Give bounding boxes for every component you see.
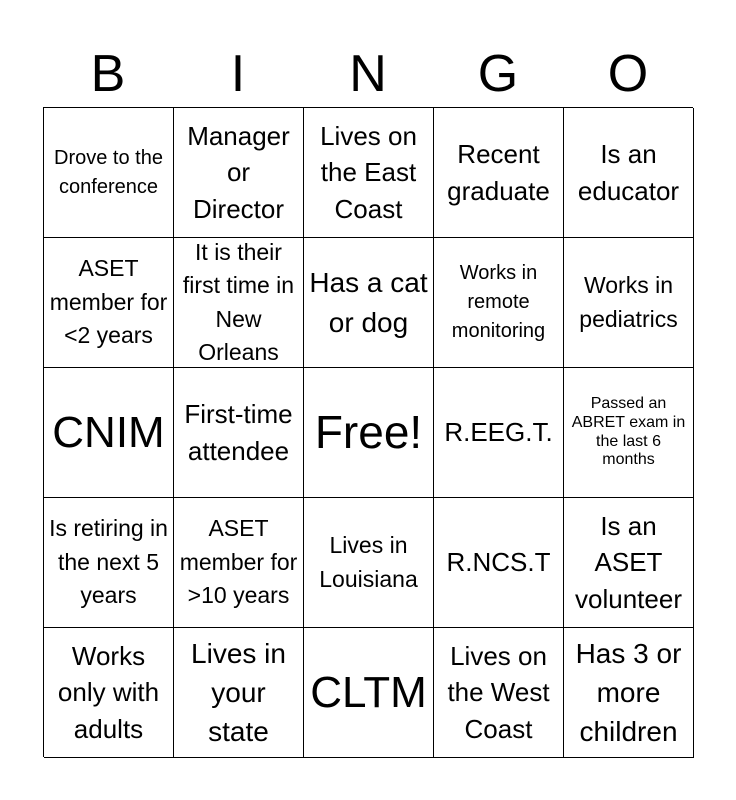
- bingo-cell-r1-c4[interactable]: Recent graduate: [434, 108, 564, 238]
- bingo-cell-r5-c4[interactable]: Lives on the West Coast: [434, 628, 564, 758]
- bingo-header: [43, 40, 693, 108]
- bingo-cell-r3-c4[interactable]: R.EEG.T.: [434, 368, 564, 498]
- bingo-cell-r4-c4[interactable]: R.NCS.T: [434, 498, 564, 628]
- header-letter-n: N: [349, 45, 387, 103]
- header-letter-g: G: [477, 45, 519, 103]
- header-letter-b: B: [90, 45, 126, 103]
- bingo-board: [43, 107, 693, 757]
- bingo-cell-r4-c2[interactable]: ASET member for >10 years: [174, 498, 304, 628]
- bingo-cell-r2-c2[interactable]: It is their first time in New Orleans: [174, 238, 304, 368]
- bingo-cell-r3-c5[interactable]: Passed an ABRET exam in the last 6 months: [564, 368, 694, 498]
- header-letter-i: I: [230, 45, 246, 103]
- bingo-cell-r2-c4[interactable]: Works in remote monitoring: [434, 238, 564, 368]
- bingo-cell-r5-c2[interactable]: Lives in your state: [174, 628, 304, 758]
- bingo-cell-r5-c3[interactable]: CLTM: [304, 628, 434, 758]
- bingo-cell-r4-c1[interactable]: Is retiring in the next 5 years: [44, 498, 174, 628]
- bingo-cell-r3-c1[interactable]: CNIM: [44, 368, 174, 498]
- bingo-cell-r1-c5[interactable]: Is an educator: [564, 108, 694, 238]
- bingo-cell-r1-c2[interactable]: Manager or Director: [174, 108, 304, 238]
- bingo-cell-r2-c3[interactable]: Has a cat or dog: [304, 238, 434, 368]
- bingo-cell-r4-c3[interactable]: Lives in Louisiana: [304, 498, 434, 628]
- header-letter-o: O: [607, 45, 649, 103]
- bingo-cell-r3-c2[interactable]: First-time attendee: [174, 368, 304, 498]
- bingo-cell-r2-c1[interactable]: ASET member for <2 years: [44, 238, 174, 368]
- bingo-cell-free[interactable]: Free!: [304, 368, 434, 498]
- bingo-cell-r1-c1[interactable]: Drove to the conference: [44, 108, 174, 238]
- bingo-cell-r4-c5[interactable]: Is an ASET volunteer: [564, 498, 694, 628]
- bingo-cell-r1-c3[interactable]: Lives on the East Coast: [304, 108, 434, 238]
- bingo-cell-r5-c5[interactable]: Has 3 or more children: [564, 628, 694, 758]
- bingo-cell-r5-c1[interactable]: Works only with adults: [44, 628, 174, 758]
- bingo-cell-r2-c5[interactable]: Works in pediatrics: [564, 238, 694, 368]
